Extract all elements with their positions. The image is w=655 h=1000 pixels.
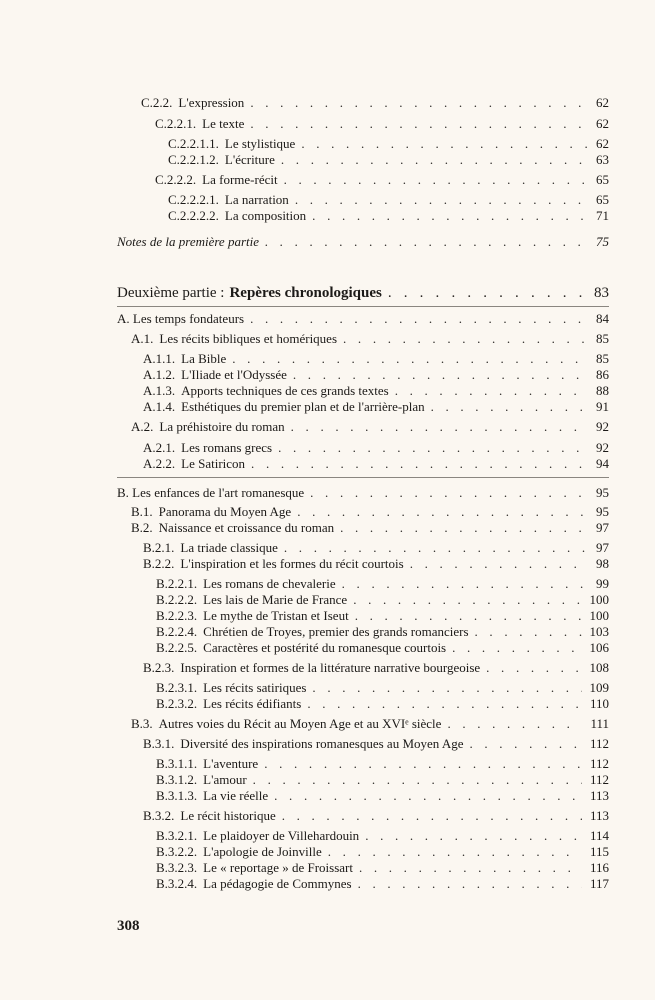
entry-page: 65 [596, 192, 609, 207]
leader-dots [358, 876, 582, 892]
entry-page: 113 [589, 788, 609, 803]
toc-entry [156, 640, 609, 656]
toc-entry [143, 456, 609, 472]
leader-dots [251, 456, 588, 472]
entry-label: Caractères et postérité du romanesque courtois [203, 640, 447, 655]
entry-page: 85 [596, 351, 609, 366]
toc-entry [143, 556, 609, 572]
entry-code: B.3.1.3. [156, 788, 198, 803]
toc-entry [168, 192, 609, 208]
toc-entry [143, 736, 609, 752]
entry-page: 117 [589, 876, 609, 891]
entry-label: Le stylistique [224, 136, 296, 151]
entry-code: A.2.1. [143, 440, 176, 455]
entry-page: 62 [596, 95, 609, 110]
entry-code: B.2.2.4. [156, 624, 198, 639]
entry-code: B.2.2. [143, 556, 175, 571]
entry-page: 84 [596, 311, 609, 326]
entry-page: 109 [589, 680, 609, 695]
entry-label: La triade classique [180, 540, 278, 555]
entry-page: 92 [596, 419, 609, 434]
entry-page: 88 [596, 383, 609, 398]
entry-label: L'écriture [224, 152, 275, 167]
entry-code: C.2.2. [141, 95, 173, 110]
entry-label: Le « reportage » de Froissart [203, 860, 353, 875]
toc-entry [143, 808, 609, 824]
part-page: 83 [594, 285, 609, 301]
entry-label: La pédagogie de Commynes [203, 876, 352, 891]
entry-code: A.2.2. [143, 456, 176, 471]
entry-page: 110 [589, 696, 609, 711]
entry-code: C.2.2.2. [155, 172, 197, 187]
toc-entry [156, 680, 609, 696]
entry-code: B.3.1.2. [156, 772, 198, 787]
toc-entry [143, 367, 609, 383]
toc-entry [155, 116, 609, 132]
toc-entry [168, 136, 609, 152]
entry-code: B.3.2. [143, 808, 175, 823]
toc-entry [131, 504, 609, 520]
entry-page: 62 [596, 136, 609, 151]
entry-label: Le mythe de Tristan et Iseut [203, 608, 349, 623]
leader-dots [310, 485, 588, 501]
entry-label: Chrétien de Troyes, premier des grands romanciers [203, 624, 469, 639]
leader-dots [447, 716, 582, 732]
entry-label: La préhistoire du roman [159, 419, 285, 434]
entry-page: 100 [589, 592, 609, 607]
toc-entry [143, 399, 609, 415]
toc-entry [156, 876, 609, 892]
entry-code: B.2. [131, 520, 153, 535]
entry-label: La Bible [181, 351, 227, 366]
leader-dots [395, 383, 588, 399]
entry-code: A.1.2. [143, 367, 176, 382]
leader-dots [284, 540, 588, 556]
leader-dots [312, 680, 581, 696]
leader-dots [307, 696, 582, 712]
leader-dots [359, 860, 582, 876]
leader-dots [295, 192, 588, 208]
entry-label: Apports techniques de ces grands textes [181, 383, 389, 398]
toc-entry [117, 485, 609, 501]
entry-code: B.3.2.4. [156, 876, 198, 891]
page-number: 308 [117, 918, 140, 934]
entry-page: 112 [589, 756, 609, 771]
entry-label: L'Iliade et l'Odyssée [181, 367, 287, 382]
entry-label: Les romans de chevalerie [203, 576, 336, 591]
entry-page: 63 [596, 152, 609, 167]
entry-code: B.3.1. [143, 736, 175, 751]
leader-dots [284, 172, 588, 188]
entry-label: Autres voies du Récit au Moyen Age et au XVIᵉ siècle [158, 716, 442, 731]
entry-page: 75 [596, 234, 609, 249]
entry-code: B.3.1.1. [156, 756, 198, 771]
divider [117, 306, 609, 307]
leader-dots [340, 520, 588, 536]
leader-dots [388, 284, 586, 303]
toc-entry [131, 331, 609, 347]
entry-page: 71 [596, 208, 609, 223]
entry-page: 108 [589, 660, 609, 675]
toc-entry [156, 576, 609, 592]
toc-entry [168, 152, 609, 168]
entry-page: 100 [589, 608, 609, 623]
entry-page: 97 [596, 540, 609, 555]
entry-code: C.2.2.1.2. [168, 152, 219, 167]
part-title: Repères chronologiques [229, 285, 382, 301]
toc-entry [117, 311, 609, 327]
entry-label: Les récits édifiants [203, 696, 302, 711]
entry-label: Inspiration et formes de la littérature narrative bourgeoise [180, 660, 481, 675]
toc-entry [156, 592, 609, 608]
entry-label: Notes de la première partie [117, 234, 260, 249]
entry-label: Naissance et croissance du roman [158, 520, 335, 535]
leader-dots [328, 844, 582, 860]
entry-code: B.2.3.1. [156, 680, 198, 695]
leader-dots [264, 756, 582, 772]
entry-code: C.2.2.1.1. [168, 136, 219, 151]
leader-dots [431, 399, 588, 415]
entry-page: 97 [596, 520, 609, 535]
entry-label: L'amour [203, 772, 247, 787]
entry-label: L'inspiration et les formes du récit courtois [180, 556, 404, 571]
entry-code: B.1. [131, 504, 153, 519]
toc-entry [156, 608, 609, 624]
entry-code: A.1.1. [143, 351, 176, 366]
entry-code: B.3. [131, 716, 153, 731]
toc-entry [131, 419, 609, 435]
entry-label: Panorama du Moyen Age [158, 504, 292, 519]
toc-entry [143, 540, 609, 556]
entry-code: B.3.2.1. [156, 828, 198, 843]
entry-page: 95 [596, 504, 609, 519]
toc-entry [156, 860, 609, 876]
entry-label: L'apologie de Joinville [203, 844, 322, 859]
entry-code: C.2.2.1. [155, 116, 197, 131]
toc-entry [155, 172, 609, 188]
entry-code: B.2.3.2. [156, 696, 198, 711]
leader-dots [293, 367, 588, 383]
toc-entry [143, 440, 609, 456]
entry-code: C.2.2.2.1. [168, 192, 219, 207]
entry-code: B.3.2.2. [156, 844, 198, 859]
entry-page: 95 [596, 485, 609, 500]
entry-code: C.2.2.2.2. [168, 208, 219, 223]
leader-dots [291, 419, 588, 435]
leader-dots [312, 208, 588, 224]
leader-dots [486, 660, 581, 676]
toc-entry [168, 208, 609, 224]
entry-label: Les lais de Marie de France [203, 592, 348, 607]
leader-dots [475, 624, 582, 640]
leader-dots [250, 311, 588, 327]
entry-code: B.2.3. [143, 660, 175, 675]
entry-code: B.2.1. [143, 540, 175, 555]
entry-page: 85 [596, 331, 609, 346]
entry-label: Les romans grecs [181, 440, 273, 455]
entry-page: 91 [596, 399, 609, 414]
leader-dots [343, 331, 588, 347]
toc-entry [143, 351, 609, 367]
toc-entry [131, 716, 609, 732]
leader-dots [232, 351, 588, 367]
entry-label: Diversité des inspirations romanesques au Moyen Age [180, 736, 464, 751]
entry-page: 103 [589, 624, 609, 639]
toc-entry [156, 844, 609, 860]
entry-label: Le plaidoyer de Villehardouin [203, 828, 360, 843]
entry-code: B.2.2.2. [156, 592, 198, 607]
toc-entry [156, 696, 609, 712]
entry-page: 111 [590, 716, 609, 731]
entry-page: 112 [589, 736, 609, 751]
leader-dots [250, 95, 588, 111]
entry-label: Le Satiricon [181, 456, 246, 471]
entry-page: 113 [589, 808, 609, 823]
divider [117, 477, 609, 478]
entry-page: 65 [596, 172, 609, 187]
entry-label: B. Les enfances de l'art romanesque [117, 485, 305, 500]
leader-dots [278, 440, 588, 456]
entry-label: A. Les temps fondateurs [117, 311, 245, 326]
entry-code: A.1.3. [143, 383, 176, 398]
entry-label: Les récits bibliques et homériques [159, 331, 338, 346]
entry-page: 114 [589, 828, 609, 843]
entry-code: A.1.4. [143, 399, 176, 414]
entry-page: 98 [596, 556, 609, 571]
leader-dots [365, 828, 582, 844]
leader-dots [469, 736, 581, 752]
leader-dots [342, 576, 588, 592]
toc-entry [141, 95, 609, 111]
entry-label: Esthétiques du premier plan et de l'arrière-plan [181, 399, 425, 414]
entry-label: L'aventure [203, 756, 259, 771]
toc-entry [156, 624, 609, 640]
toc-entry [156, 772, 609, 788]
leader-dots [265, 234, 588, 250]
leader-dots [282, 808, 582, 824]
entry-label: La vie réelle [203, 788, 269, 803]
entry-label: Les récits satiriques [203, 680, 307, 695]
leader-dots [274, 788, 582, 804]
part-prefix: Deuxième partie : [117, 285, 225, 301]
entry-page: 115 [589, 844, 609, 859]
entry-code: B.2.2.3. [156, 608, 198, 623]
entry-page: 116 [589, 860, 609, 875]
entry-page: 106 [589, 640, 609, 655]
entry-code: B.3.2.3. [156, 860, 198, 875]
leader-dots [253, 772, 582, 788]
entry-label: La composition [224, 208, 307, 223]
toc-entry [156, 828, 609, 844]
toc-entry [156, 788, 609, 804]
entry-page: 99 [596, 576, 609, 591]
leader-dots [355, 608, 582, 624]
entry-page: 86 [596, 367, 609, 382]
entry-page: 92 [596, 440, 609, 455]
toc-entry [143, 660, 609, 676]
part-heading [117, 284, 609, 303]
entry-code: B.2.2.5. [156, 640, 198, 655]
entry-label: L'expression [178, 95, 245, 110]
entry-page: 112 [589, 772, 609, 787]
entry-code: B.2.2.1. [156, 576, 198, 591]
toc-entry [131, 520, 609, 536]
leader-dots [281, 152, 588, 168]
entry-page: 62 [596, 116, 609, 131]
entry-page: 94 [596, 456, 609, 471]
toc-entry [156, 756, 609, 772]
leader-dots [452, 640, 581, 656]
toc-entry [143, 383, 609, 399]
leader-dots [301, 136, 588, 152]
leader-dots [353, 592, 581, 608]
toc-entry-notes [117, 234, 609, 250]
leader-dots [297, 504, 588, 520]
leader-dots [410, 556, 588, 572]
entry-label: La forme-récit [202, 172, 278, 187]
entry-code: A.2. [131, 419, 154, 434]
entry-code: A.1. [131, 331, 154, 346]
entry-label: Le récit historique [180, 808, 276, 823]
leader-dots [250, 116, 588, 132]
entry-label: La narration [224, 192, 289, 207]
entry-label: Le texte [202, 116, 245, 131]
